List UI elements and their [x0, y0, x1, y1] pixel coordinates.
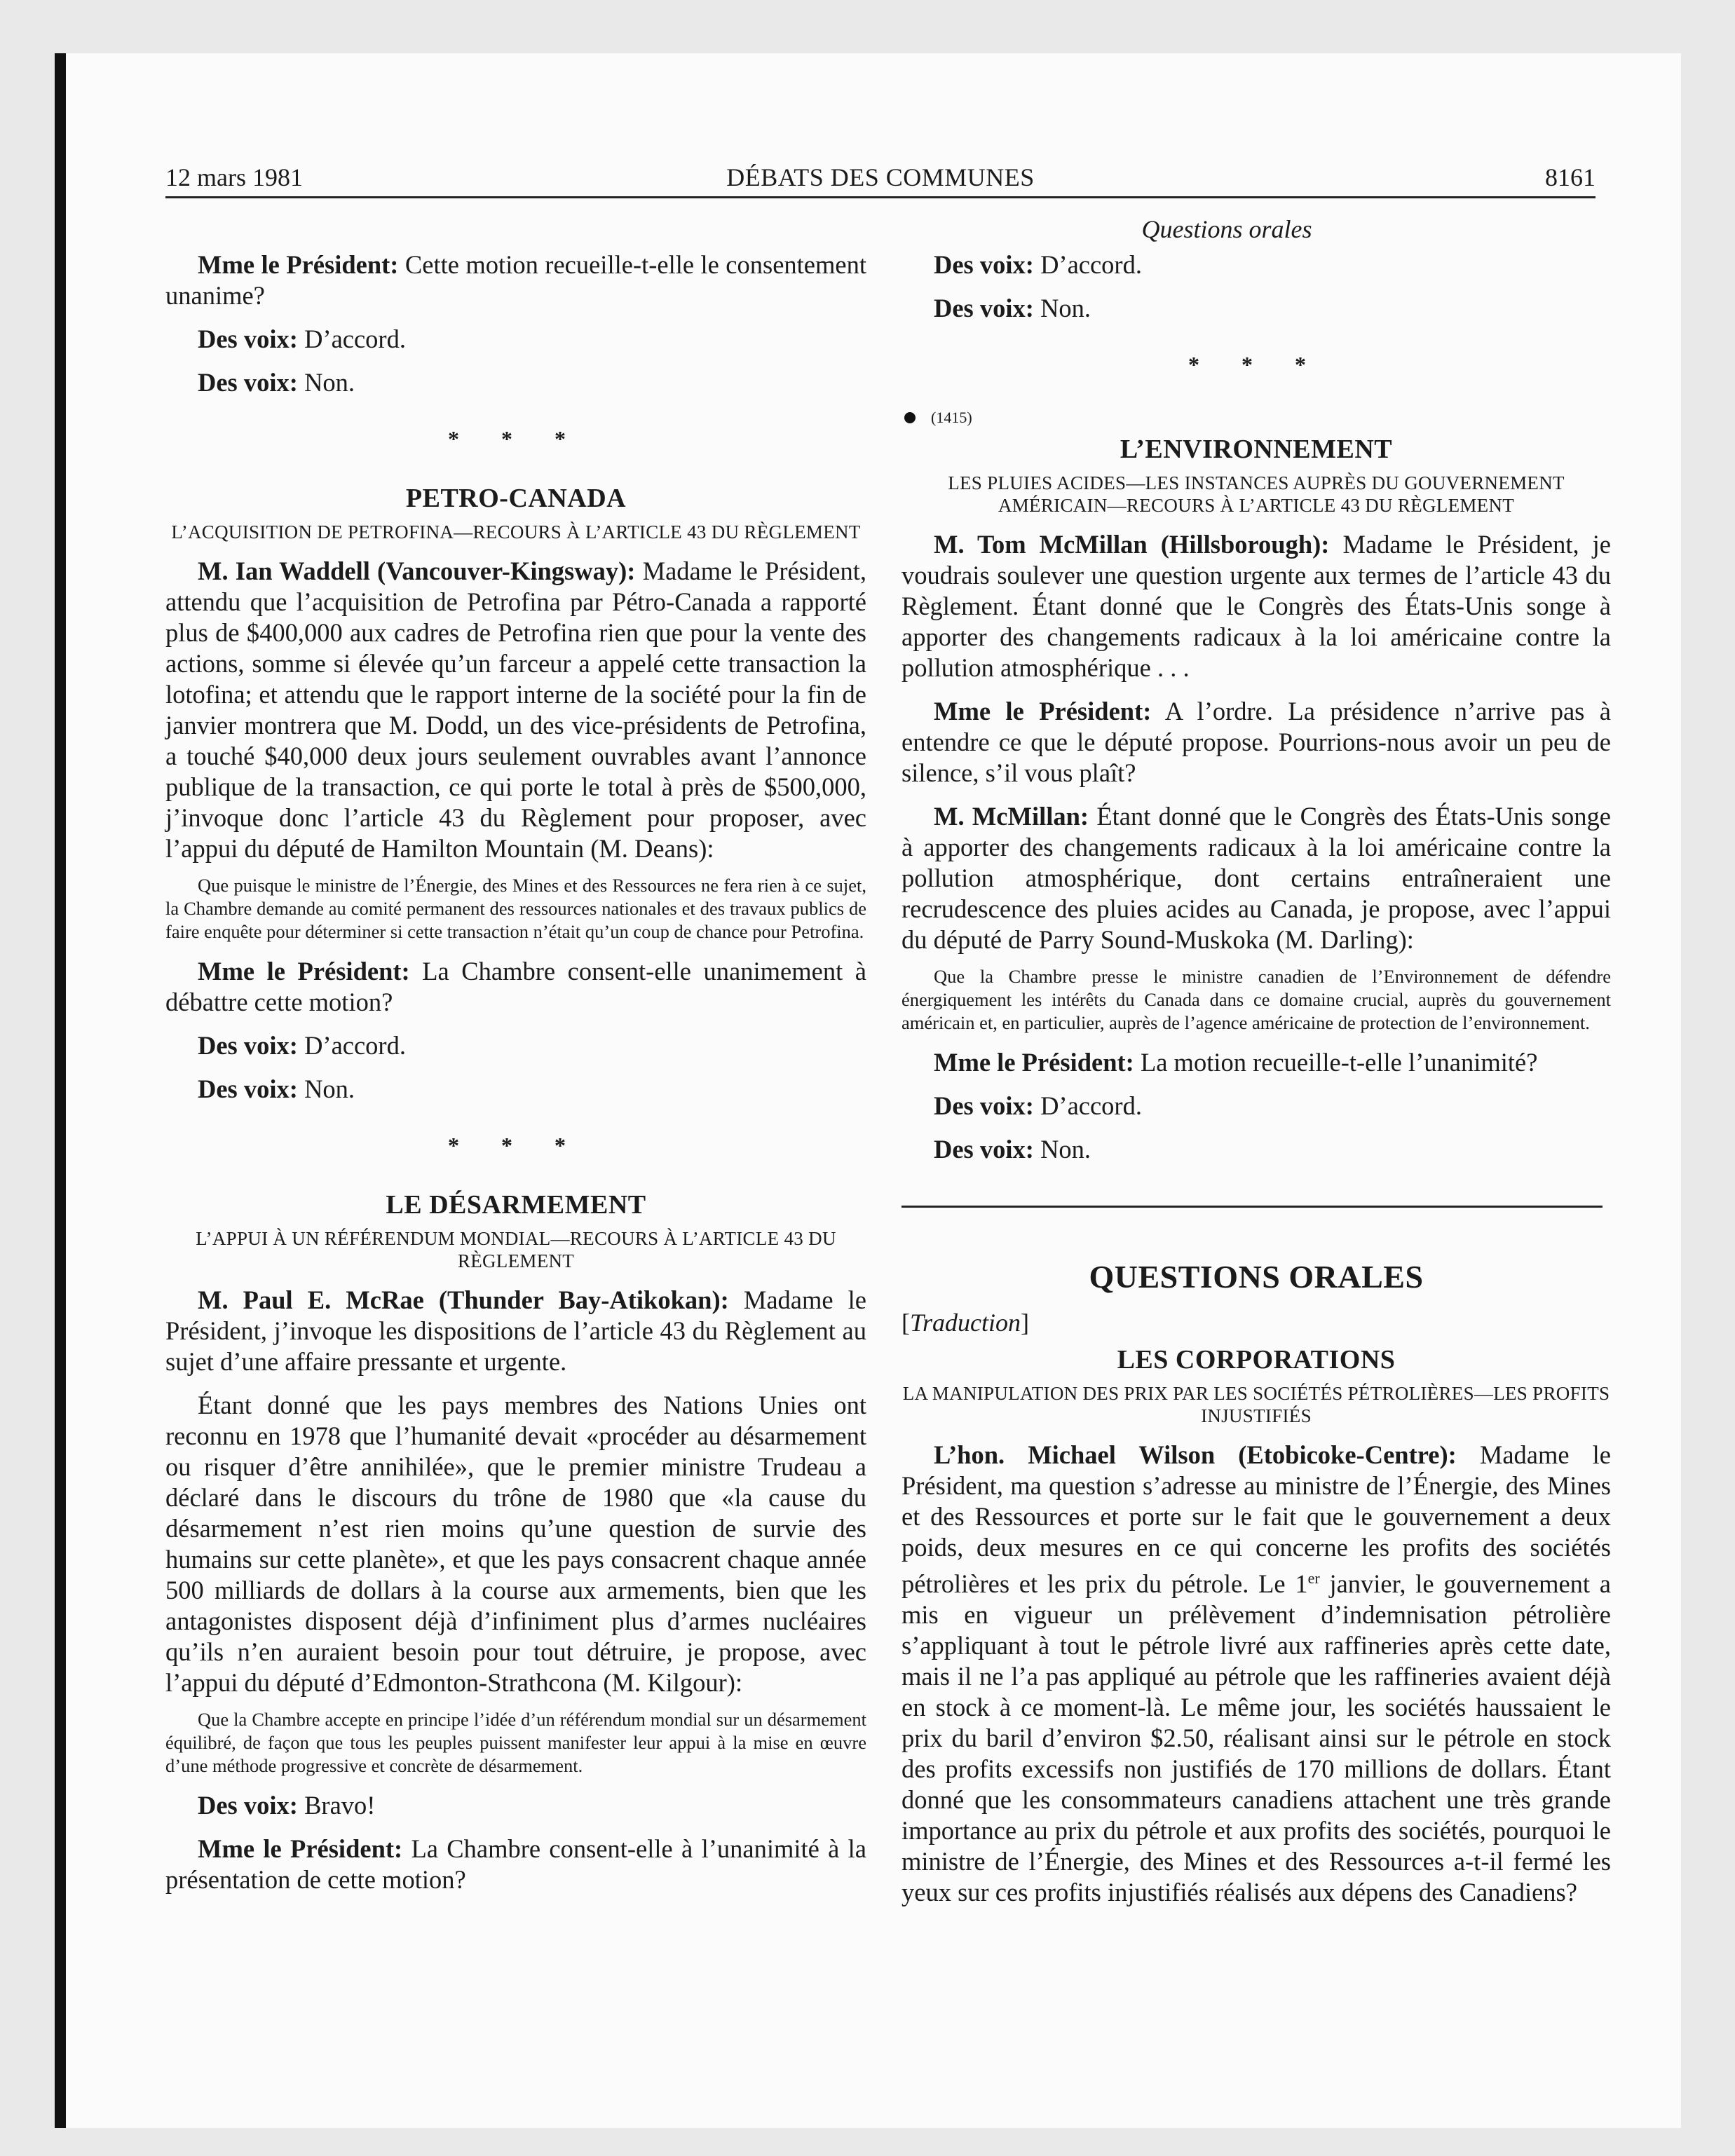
section-subtitle: LES PLUIES ACIDES—LES INSTANCES AUPRÈS DU GOUVERNEMENT AMÉRICAIN—RECOURS À L’ARTICLE 43 DU RÈGLEMENT: [948, 472, 1565, 516]
bullet-icon: [904, 412, 916, 423]
paragraph: [901, 293, 1611, 324]
section-title: PETRO-CANADA: [405, 484, 627, 513]
paragraph: [901, 250, 1611, 280]
left-column: [165, 250, 866, 1895]
speech: Madame le Président, attendu que l’acquisition de Petrofina par Pétro-Canada a rapporté plus de $400,000 aux cadres de Petrofina rien que pour la vente des actions, somme si élevée qu’un farceur a appelé cette transaction la lotofina; et attendu que le rapport interne de la société pour la fin de janvier montrera que M. Dodd, un des vice-présidents de Petrofina, a touché $40,000 deux jours seulement ouvrables avant l’annonce publique de la transaction, ce qui porte le total à près de $500,000, j’invoque donc l’article 43 du Règlement pour proposer, avec l’appui du député de Hamilton Mountain (M. Deans):: [165, 557, 866, 863]
speaker: Des voix:: [934, 250, 1034, 279]
paragraph: [165, 1790, 866, 1821]
speech: D’accord.: [297, 1031, 406, 1060]
speech: Madame le Président, j’invoque les dispositions de l’article 43 du Règlement au sujet d’une affaire pressante et urgente.: [165, 1285, 866, 1376]
speech: Madame le Président, je voudrais soulever une question urgente aux termes de l’article 43 du Règlement. Étant donné que le Congrès des États-Unis songe à apporter des changements radicaux à la loi américaine contre la pollution atmosphérique . . .: [901, 530, 1611, 682]
speaker: Mme le Président:: [198, 250, 399, 279]
paragraph: [901, 696, 1611, 789]
speech: La motion recueille-t-elle l’unanimité?: [1134, 1048, 1538, 1077]
paragraph: [901, 1047, 1611, 1078]
speaker: Des voix:: [198, 1074, 298, 1103]
motion-text: Que la Chambre accepte en principe l’idée d’un référendum mondial sur un désarmement équilibré, de façon que tous les peuples puissent manifester leur appui à la mise en œuvre d’une méthode progressive et concrète de désarmement.: [165, 1709, 866, 1776]
paragraph: [901, 1091, 1611, 1121]
speaker: Mme le Président:: [198, 1834, 403, 1863]
speaker: L’hon. Michael Wilson (Etobicoke-Centre):: [934, 1440, 1457, 1469]
speaker: Des voix:: [198, 325, 298, 353]
paragraph: [165, 1285, 866, 1377]
speaker: M. McMillan:: [934, 802, 1089, 831]
speaker: Mme le Président:: [198, 957, 410, 985]
section-heading: QUESTIONS ORALES: [1089, 1259, 1424, 1295]
paragraph: [165, 1074, 866, 1105]
section-separator: * * *: [448, 1133, 584, 1158]
section-title: LES CORPORATIONS: [1117, 1345, 1396, 1374]
time-marker: [901, 409, 1611, 427]
speech: Bravo!: [297, 1791, 376, 1820]
section-separator: * * *: [1188, 352, 1324, 377]
paragraph: [165, 556, 866, 864]
speech: Non.: [1033, 294, 1091, 322]
section-subtitle: L’APPUI À UN RÉFÉRENDUM MONDIAL—RECOURS À L’ARTICLE 43 DU RÈGLEMENT: [196, 1228, 836, 1271]
paragraph: [901, 529, 1611, 683]
speaker: Mme le Président:: [934, 1048, 1134, 1077]
speaker: M. Paul E. McRae (Thunder Bay-Atikokan):: [198, 1285, 729, 1314]
paragraph: [165, 1834, 866, 1895]
speaker: Mme le Président:: [934, 697, 1152, 725]
paragraph: [165, 367, 866, 398]
speech: La Chambre consent-elle à l’unanimité à la présentation de cette motion?: [165, 1834, 866, 1894]
paragraph: [165, 1030, 866, 1061]
paragraph: [165, 956, 866, 1018]
header-publication: DÉBATS DES COMMUNES: [726, 163, 1035, 191]
translation-note: [Traduction]: [901, 1309, 1030, 1337]
superscript: er: [1307, 1569, 1320, 1587]
section-separator: * * *: [448, 426, 584, 451]
motion-text: Que puisque le ministre de l’Énergie, des Mines et des Ressources ne fera rien à ce sujet, la Chambre demande au comité permanent des ressources nationales et des travaux publics de faire enquête pour déterminer si cette transaction n’était qu’un coup de chance pour Petrofina.: [165, 875, 866, 942]
section-title: LE DÉSARMEMENT: [386, 1190, 646, 1220]
right-column: [901, 250, 1611, 1908]
section-subtitle: L’ACQUISITION DE PETROFINA—RECOURS À L’ARTICLE 43 DU RÈGLEMENT: [171, 521, 861, 543]
paragraph: [901, 801, 1611, 955]
motion-text: Que la Chambre presse le ministre canadien de l’Environnement de défendre énergiquement les intérêts du Canada dans ce domaine crucial, auprès du gouvernement américain et, en particulier, auprès de l’agence américaine de protection de l’environnement.: [901, 966, 1611, 1033]
header-date: 12 mars 1981: [165, 163, 303, 191]
speech: A l’ordre. La présidence n’arrive pas à entendre ce que le député propose. Pourrions-nous avoir un peu de silence, s’il vous plaît?: [901, 697, 1611, 787]
speech: Non.: [1033, 1135, 1091, 1164]
translation-note-label: Traduction: [910, 1309, 1021, 1337]
time-marker-label: (1415): [931, 409, 972, 426]
speech: D’accord.: [1033, 250, 1142, 279]
speech: Cette motion recueille-t-elle le consentement unanime?: [165, 250, 866, 310]
paragraph: [901, 1134, 1611, 1165]
speech: Étant donné que le Congrès des États-Unis songe à apporter des changements radicaux à la loi américaine contre la pollution atmosphérique, dont certains entraîneraient une recrudescence des pluies acides au Canada, je propose, avec l’appui du député de Parry Sound-Muskoka (M. Darling):: [901, 802, 1612, 954]
paragraph: Étant donné que les pays membres des Nations Unies ont reconnu en 1978 que l’humanité devait «procéder au désarmement ou risquer d’être annihilée», que le premier ministre Trudeau a déclaré dans le discours du trône de 1980 que «la cause du désarmement n’est rien moins qu’une question de survie des humains sur cette planète», et que les pays consacrent chaque année 500 milliards de dollars à la course aux armements, bien que les antagonistes disposent déjà d’infiniment plus d’armes nucléaires qu’ils n’en auraient besoin pour tout détruire, je propose, avec l’appui du député d’Edmonton-Strathcona (M. Kilgour):: [165, 1391, 866, 1697]
paragraph: [165, 250, 866, 311]
speaker: M. Ian Waddell (Vancouver-Kingsway):: [198, 557, 636, 585]
speaker: Des voix:: [934, 1135, 1034, 1164]
running-head: Questions orales: [1141, 215, 1312, 243]
speech: La Chambre consent-elle unanimement à débattre cette motion?: [165, 957, 866, 1016]
paragraph: [901, 1440, 1611, 1908]
speech: Non.: [297, 368, 355, 397]
speaker: Des voix:: [198, 368, 298, 397]
speaker: Des voix:: [198, 1791, 298, 1820]
header-page-number: 8161: [1545, 163, 1595, 191]
speech: D’accord.: [297, 325, 406, 353]
speech: Non.: [297, 1074, 355, 1103]
speech: janvier, le gouvernement a mis en vigueur un prélèvement d’indemnisation pétrolière s’appliquant à tout le pétrole livré aux raffineries après cette date, mais il ne l’a pas appliqué au pétrole que les raffineries avaient déjà en stock à ce moment-là. Le même jour, les sociétés haussaient le prix du baril d’environ $2.50, réalisant ainsi sur le pétrole en stock des profits excessifs non justifiés de 170 millions de dollars. Étant donné que les consommateurs canadiens attachent une très grande importance au prix du pétrole et aux profits des sociétés, pourquoi le ministre de l’Énergie, des Mines et des Ressources a-t-il fermé les yeux sur ces profits injustifiés réalisés aux dépens des Canadiens?: [901, 1569, 1611, 1907]
speaker: Des voix:: [934, 294, 1034, 322]
speaker: M. Tom McMillan (Hillsborough):: [934, 530, 1330, 559]
section-title: L’ENVIRONNEMENT: [1120, 435, 1393, 464]
speaker: Des voix:: [934, 1091, 1034, 1120]
divider: [901, 1206, 1603, 1208]
speech: Madame le Président, ma question s’adresse au ministre de l’Énergie, des Mines et des Ressources et porte sur le fait que le gouvernement a deux poids, deux mesures en ce qui concerne les profits des sociétés pétrolières et les prix du pétrole. Le 1: [901, 1440, 1611, 1599]
page-header: [165, 163, 1595, 198]
section-subtitle: LA MANIPULATION DES PRIX PAR LES SOCIÉTÉS PÉTROLIÈRES—LES PROFITS INJUSTIFIÉS: [902, 1383, 1610, 1426]
paragraph: [165, 324, 866, 355]
speaker: Des voix:: [198, 1031, 298, 1060]
speech: D’accord.: [1033, 1091, 1142, 1120]
